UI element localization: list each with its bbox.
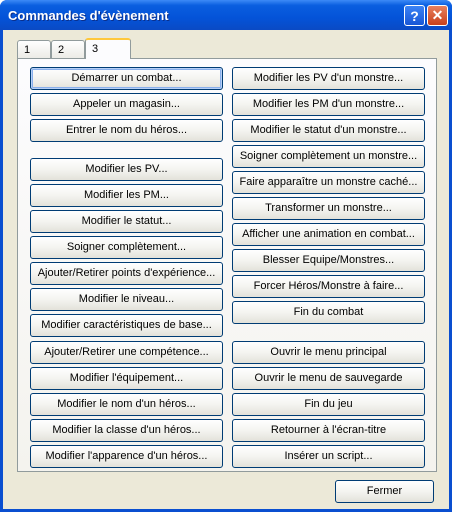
tab-label: 2 [58,44,65,56]
change-hero-graphic-button[interactable]: Modifier l'apparence d'un héros... [30,445,223,468]
tab-1[interactable] [17,40,51,58]
start-battle-button[interactable]: Démarrer un combat... [30,67,223,90]
change-mp-button[interactable]: Modifier les PM... [30,184,223,207]
change-hero-class-button[interactable]: Modifier la classe d'un héros... [30,419,223,442]
change-skill-button[interactable]: Ajouter/Retirer une compétence... [30,341,223,364]
close-icon: ✕ [431,7,444,23]
tab-3[interactable] [85,38,131,59]
force-action-button[interactable]: Forcer Héros/Monstre à faire... [232,275,425,298]
dialog-body [3,30,449,509]
change-enemy-mp-button[interactable]: Modifier les PM d'un monstre... [232,93,425,116]
open-save-menu-button[interactable]: Ouvrir le menu de sauvegarde [232,367,425,390]
change-enemy-hp-button[interactable]: Modifier les PV d'un monstre... [232,67,425,90]
deal-damage-button[interactable]: Blesser Equipe/Monstres... [232,249,425,272]
window-title: Commandes d'évènement [8,8,169,23]
return-to-title-button[interactable]: Retourner à l'écran-titre [232,419,425,442]
commands-panel [17,58,437,472]
change-hero-name-button[interactable]: Modifier le nom d'un héros... [30,393,223,416]
enemy-full-heal-button[interactable]: Soigner complètement un monstre... [232,145,425,168]
transform-enemy-button[interactable]: Transformer un monstre... [232,197,425,220]
question-mark-icon: ? [410,7,419,24]
open-main-menu-button[interactable]: Ouvrir le menu principal [232,341,425,364]
close-window-button[interactable] [427,5,448,26]
tab-label: 3 [92,43,99,55]
enter-hero-name-button[interactable]: Entrer le nom du héros... [30,119,223,142]
change-enemy-status-button[interactable]: Modifier le statut d'un monstre... [232,119,425,142]
insert-script-button[interactable]: Insérer un script... [232,445,425,468]
tab-label: 1 [24,44,31,56]
show-battle-animation-button[interactable]: Afficher une animation en combat... [232,223,425,246]
change-level-button[interactable]: Modifier le niveau... [30,288,223,311]
title-bar[interactable] [0,0,452,30]
change-exp-button[interactable]: Ajouter/Retirer points d'expérience... [30,262,223,285]
close-dialog-button[interactable]: Fermer [335,480,434,503]
full-heal-button[interactable]: Soigner complètement... [30,236,223,259]
abort-battle-button[interactable]: Fin du combat [232,301,425,324]
call-shop-button[interactable]: Appeler un magasin... [30,93,223,116]
change-hp-button[interactable]: Modifier les PV... [30,158,223,181]
help-button[interactable] [404,5,425,26]
change-status-button[interactable]: Modifier le statut... [30,210,223,233]
change-equipment-button[interactable]: Modifier l'équipement... [30,367,223,390]
change-base-stats-button[interactable]: Modifier caractéristiques de base... [30,314,223,337]
show-hidden-enemy-button[interactable]: Faire apparaître un monstre caché... [232,171,425,194]
tab-2[interactable] [51,40,85,58]
game-over-button[interactable]: Fin du jeu [232,393,425,416]
